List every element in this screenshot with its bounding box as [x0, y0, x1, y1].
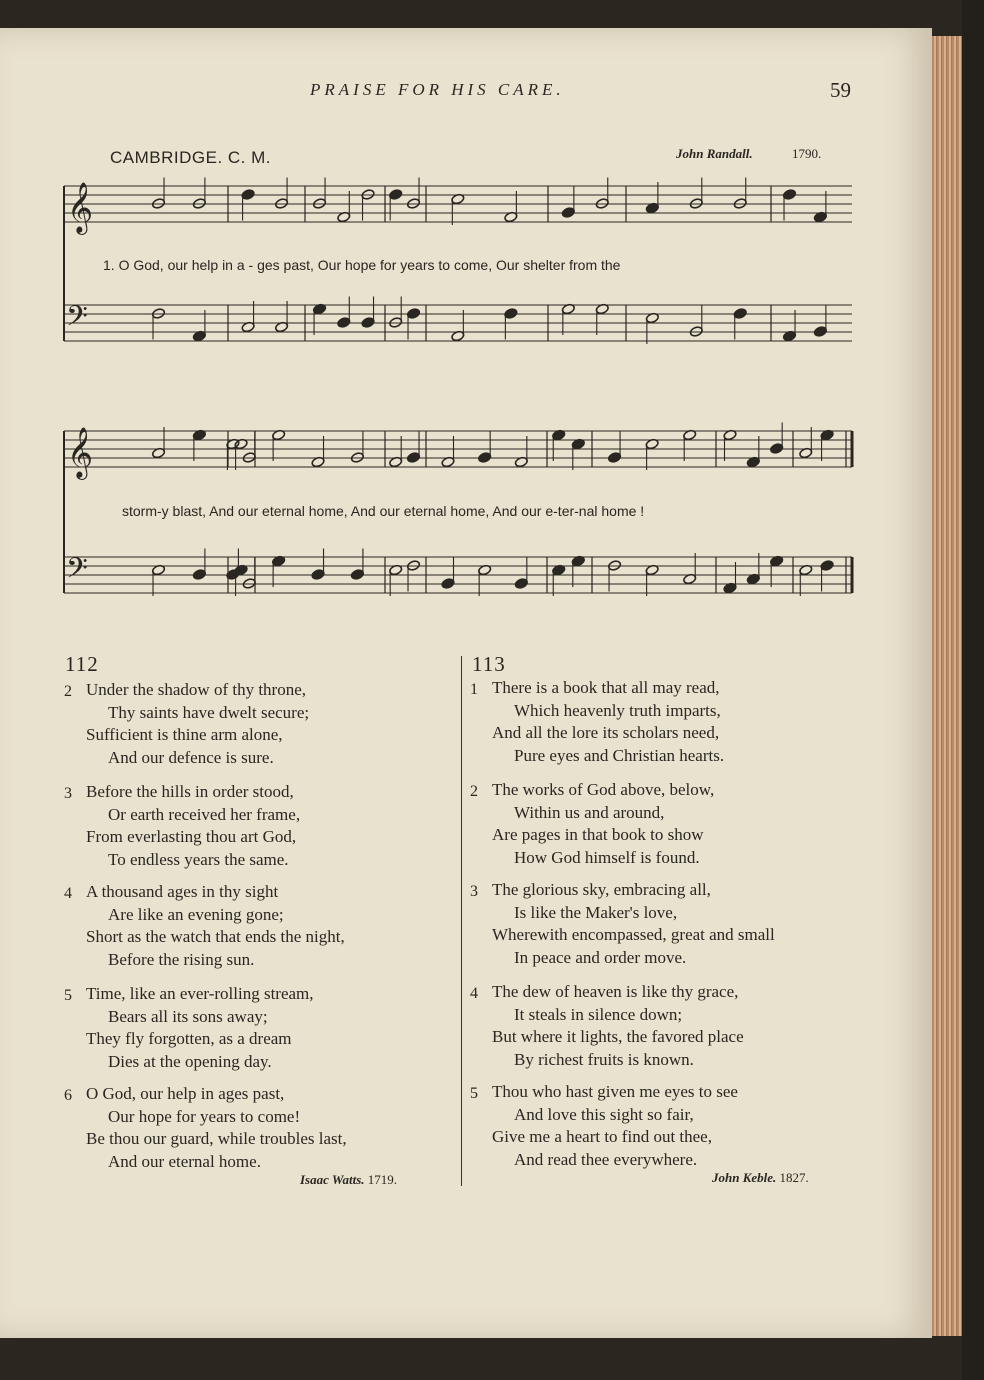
stanza-line: Be thou our guard, while troubles last,	[86, 1129, 347, 1149]
stanza-line: Time, like an ever-rolling stream,	[86, 984, 314, 1003]
note-head	[514, 578, 528, 590]
stanza-line: The works of God above, below,	[492, 780, 715, 799]
stanza-line: How God himself is found.	[514, 847, 700, 867]
stanza-line: Are like an evening gone;	[108, 904, 284, 924]
stanza-line: Give me a heart to find out thee,	[492, 1127, 712, 1147]
stanza-line: A thousand ages in thy sight	[86, 882, 279, 901]
stanza-line: And read thee everywhere.	[514, 1149, 698, 1169]
stanza-line: By richest fruits is known.	[514, 1049, 694, 1069]
hymn-112-year: 1719.	[367, 1172, 398, 1187]
stanza-line: Thy saints have dwelt secure;	[108, 702, 310, 722]
note-head	[478, 452, 492, 464]
stanza-line: And our defence is sure.	[108, 747, 274, 767]
note-head	[350, 569, 364, 581]
stanza-line: It steals in silence down;	[514, 1004, 683, 1024]
tune-year: 1790.	[792, 146, 822, 161]
stanza-line: Within us and around,	[514, 802, 665, 822]
note-head	[504, 308, 518, 320]
stanza-number: 4	[64, 885, 72, 902]
treble-clef: 𝄞	[67, 427, 94, 478]
stanza-number: 2	[470, 783, 478, 800]
note-head	[820, 560, 834, 572]
note-head	[311, 569, 325, 581]
note-head	[337, 317, 351, 329]
stanza-line: But where it lights, the favored place	[492, 1027, 744, 1047]
note-head	[407, 452, 421, 464]
note-head	[561, 207, 575, 219]
hymn-112-number: 112	[65, 652, 99, 676]
stanza-line: Wherewith encompassed, great and small	[492, 925, 775, 945]
stanza-line: They fly forgotten, as a dream	[86, 1029, 292, 1049]
stanza-line: To endless years the same.	[108, 849, 289, 869]
stanza-line: And our eternal home.	[108, 1151, 261, 1171]
stanza-line: There is a book that all may read,	[492, 678, 720, 697]
hymn-113-attribution	[712, 1170, 809, 1186]
stanza-line: Dies at the opening day.	[108, 1051, 272, 1071]
bass-clef: 𝄢	[66, 552, 88, 592]
stanza-number: 4	[470, 985, 478, 1002]
hymn-113-author: John Keble.	[712, 1170, 777, 1185]
hymn-113-year: 1827.	[779, 1170, 809, 1185]
hymn-112-attribution	[300, 1172, 397, 1188]
stanza-line: Our hope for years to come!	[108, 1106, 301, 1126]
stanza-line: Thou who hast given me eyes to see	[492, 1082, 738, 1101]
note-head	[608, 452, 622, 464]
stanza-number: 6	[64, 1087, 72, 1104]
note-head	[783, 189, 797, 201]
stanza-line: Before the hills in order stood,	[86, 782, 294, 801]
stanza-number: 3	[470, 883, 478, 900]
tune-composer: John Randall.	[676, 146, 753, 161]
stanza-number: 5	[470, 1085, 478, 1102]
stanza-line: Is like the Maker's love,	[514, 902, 678, 922]
note-head	[389, 189, 403, 201]
hymn-112-author: Isaac Watts.	[300, 1172, 365, 1187]
stanza-line: Pure eyes and Christian hearts.	[514, 745, 725, 765]
stanza-line: The dew of heaven is like thy grace,	[492, 982, 739, 1001]
column-divider	[461, 656, 462, 1186]
stanza-line: Which heavenly truth imparts,	[514, 700, 721, 720]
lyric-line-1: 1. O God, our help in a - ges past, Our hope for years to come, Our shelter from the	[103, 257, 621, 273]
stanza-line: Short as the watch that ends the night,	[86, 927, 345, 947]
stanza-line: And all the lore its scholars need,	[492, 723, 720, 743]
note-head	[361, 317, 375, 329]
stanza-number: 2	[64, 683, 72, 700]
note-head	[192, 569, 206, 581]
stanza-line: From everlasting thou art God,	[86, 827, 297, 847]
running-title: PRAISE FOR HIS CARE.	[310, 80, 565, 99]
stanza-line: Sufficient is thine arm alone,	[86, 725, 283, 745]
tune-name: CAMBRIDGE. C. M.	[110, 148, 272, 167]
page-number: 59	[830, 78, 851, 102]
stanza-line: In peace and order move.	[514, 947, 687, 967]
hymn-113-number: 113	[472, 652, 506, 676]
treble-clef: 𝄞	[67, 182, 94, 233]
stanza-line: Bears all its sons away;	[108, 1006, 268, 1026]
note-head	[241, 189, 255, 201]
stanza-line: O God, our help in ages past,	[86, 1084, 285, 1103]
note-head	[407, 308, 421, 320]
note-head	[770, 443, 784, 455]
note-head	[733, 308, 747, 320]
stanza-line: Or earth received her frame,	[108, 804, 301, 824]
stanza-line: And love this sight so fair,	[514, 1104, 694, 1124]
stanza-number: 5	[64, 987, 72, 1004]
stanza-line: Under the shadow of thy throne,	[86, 680, 307, 699]
note-head	[813, 326, 827, 338]
stanza-number: 1	[470, 681, 478, 698]
stanza-number: 3	[64, 785, 72, 802]
bass-clef: 𝄢	[66, 300, 88, 340]
note-head	[441, 578, 455, 590]
lyric-line-2: storm-y blast, And our eternal home, And our eternal home, And our e-ter-nal home !	[122, 503, 645, 519]
stanza-line: The glorious sky, embracing all,	[492, 880, 711, 899]
stanza-line: Before the rising sun.	[108, 949, 255, 969]
stanza-line: Are pages in that book to show	[492, 825, 704, 845]
